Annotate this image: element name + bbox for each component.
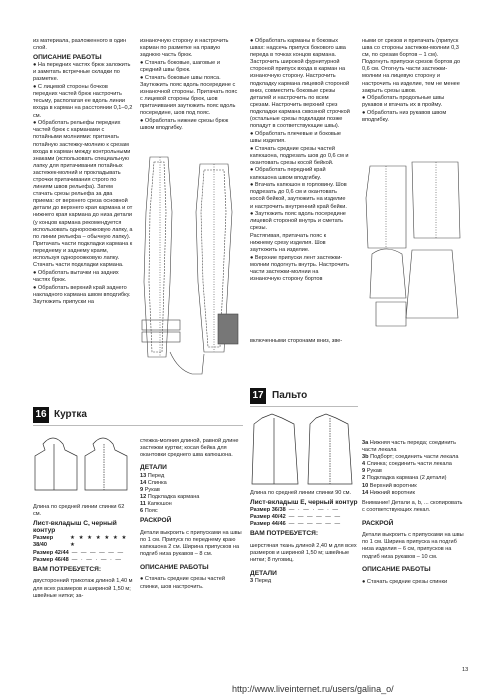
detail-item xyxy=(362,468,466,475)
work-text: ● Стачать средние срезы спинки xyxy=(362,578,448,585)
coat-sketch xyxy=(250,410,358,488)
details-heading: ДЕТАЛИ xyxy=(250,570,277,578)
cut-text: Детали выкроить с припусками на швы по 1 см. Ширина припуска на подгиб низа изделия – 6 см, припусков на подгиб низа рукавов – 10 см. xyxy=(362,532,464,560)
detail-number: 4 xyxy=(362,461,366,468)
paragraph: ● Обработать низ рукавов швом вподгибку. xyxy=(362,110,447,124)
detail-item xyxy=(140,473,244,480)
page-number: 13 xyxy=(462,667,469,673)
size-label: Размер 36/38 xyxy=(250,507,286,514)
size-line-style: — — — — — — xyxy=(288,514,342,521)
size-line-style: ★ ★ ★ ★ ★ ★ ★ ★ xyxy=(70,535,128,549)
detail-name: Подборт; соединить части лекала xyxy=(370,454,459,461)
detail-number: 3b xyxy=(362,454,369,461)
paragraph: ● Обработать вытачки на задних частях брюк. xyxy=(33,269,119,283)
detail-item xyxy=(362,483,466,490)
detail-name: Нижняя часть переда; соединить части лекала xyxy=(362,440,457,454)
trousers-pattern-diagram xyxy=(140,152,248,380)
detail-item xyxy=(140,508,244,515)
materials-text: шерстяная ткань длиной 2,40 м для всех размеров и шириной 1,50 м; швейные нитки; 8 пуговиц. xyxy=(250,543,357,564)
size-label: Размер 44/46 xyxy=(250,521,286,528)
detail-name: Рукав xyxy=(366,468,382,475)
size-line-style: — — — — — — xyxy=(71,549,125,556)
section-number-badge: 17 xyxy=(250,388,266,404)
detail-item xyxy=(140,487,244,494)
paragraph: ными от срезов и притачать (припуск шва со стороны застежки-молнии 0,3 см, по срезам бортов – 1 см). Подогнуть припуски срезов бортов до 0,6 см. Отогнуть части застежки-молнии на лицевую сторону и настрочить на изделие, тем не менее закрыть срезы швов. xyxy=(362,38,461,94)
text-column-4 xyxy=(362,38,466,125)
work-heading: ОПИСАНИЕ РАБОТЫ xyxy=(140,563,209,571)
detail-name: Спинка xyxy=(147,479,167,486)
section-17-right-text xyxy=(362,440,466,592)
section-number-badge: 16 xyxy=(33,407,49,423)
size-row xyxy=(250,521,358,528)
detail-number: 9 xyxy=(140,486,144,493)
paragraph: ● Верхние припуски лент застежки-молнии подогнуть внутрь. Настрочить части застежки-молнии на изнаночную сторону бортов xyxy=(250,254,350,283)
section-divider xyxy=(33,425,243,426)
materials-text: двусторонний трикотаж длиной 1,40 м для всех размеров и шириной 1,50 м; швейные нитки; за- xyxy=(33,578,133,599)
size-row xyxy=(250,514,358,521)
paragraph: ● Обработать рельефы передних частей брюк с карманами с потайными молниями: притачать потайную застежку-молнию к срезам входа в карман между контрольными знаками (использовать специальную лапку для притачивания потайных застежек-молний и прокладывать строчки притачивания строго по линиям швов рельефа). Затем стачать срезы рельефа за два приема: от верхнего среза основной детали до верхнего края кармана и от нижнего края кармана до низа детали (у концов кармана рекомендуется использовать однороожковую лапку, а по линии рельефа – обычную лапку). Притачать части подкладки кармана к переднему и заднему краям, используя однороожковую лапку. Стачать части подкладки кармана. xyxy=(33,120,133,269)
detail-name: Подкладка кармана xyxy=(147,493,200,500)
column-intro: из материала, разложенного в один слой. xyxy=(33,38,127,52)
size-row xyxy=(33,557,133,564)
detail-item xyxy=(362,454,466,461)
detail-number: 9 xyxy=(362,468,366,475)
detail-number: 11 xyxy=(140,500,146,507)
paragraph: ● Втачать капюшон в горловину. Шов подрезать до 0,6 см и окантовать косой бейкой, заутюжить на изделие и настрочить внутренний край бейки. xyxy=(250,182,347,210)
paragraph: ● Стачать боковые швы пояса. Заутюжить пояс вдоль посередине с изнаночной стороны. Притачать пояс с лицевой стороны брюк, шов притачивания заутюжить пояс вдоль посередине, шов под пояс. xyxy=(140,74,238,117)
detail-name: Верхний воротник xyxy=(369,482,417,489)
detail-number: 2 xyxy=(362,475,366,482)
jacket-pattern-diagram xyxy=(362,158,466,330)
detail-number: 3 xyxy=(250,578,254,585)
text-column-1 xyxy=(33,38,133,306)
materials-heading: ВАМ ПОТРЕБУЕТСЯ: xyxy=(33,565,102,573)
paragraph: ● Обработать нижние срезы брюк швом вподгибку. xyxy=(140,117,229,131)
section-16-right-text xyxy=(140,432,244,596)
paragraph: ● Обработать верхний край заднего накладного кармана швом вподгибку. Заутюжить припуски на xyxy=(33,284,131,305)
detail-item xyxy=(140,494,244,501)
detail-item xyxy=(140,501,244,508)
paragraph: ● С лицевой стороны бочков передних частей брюк настрочить тесьму, располагая ее вдоль линии входа в карман на расстоянии 0,1–0,2 см. xyxy=(33,84,133,119)
watermark-url: http://www.liveinternet.ru/users/galina_o/ xyxy=(232,684,394,694)
overflow-line: включенными сторонами вниз, зве- xyxy=(250,338,343,344)
size-label: Размер 40/42 xyxy=(250,514,286,521)
sheet-label: Лист-вкладыш Е, черный контур xyxy=(250,499,358,507)
detail-number: 6 xyxy=(140,508,144,515)
detail-number: 12 xyxy=(140,493,147,500)
length-note: Длина по средней линии спинки 62 см. xyxy=(33,504,125,518)
paragraph: ● Обработать карманы в боковых швах: надсечь припуск бокового шва переда в точках концов кармана. Застрочить широкой фурнитурной стороной припуск входа в карман на изнаночную сторону. Настрочить подкладку кармана лицевой стороной вниз, совместить боковые срезы деталей и настрочить по всем срезам. Настрочить верхний срез подкладки кармана сквозной строчкой (остальные срезы подкладки позже попадут в соответствующие швы). xyxy=(250,38,350,130)
paragraph: ● Стачать средние срезы частей капюшона, подрезать шов до 0,6 см и окантовать срезы косой бейкой. xyxy=(250,145,349,166)
section-16-left-text xyxy=(33,504,133,605)
detail-item xyxy=(362,440,466,454)
size-line-style: — — — — — — xyxy=(288,521,342,528)
paragraph: ● Обработать продольные швы рукавов и втачать их в пройму. xyxy=(362,95,445,109)
detail-item xyxy=(140,480,244,487)
section-17-left-text xyxy=(250,490,358,585)
cut-heading: РАСКРОЙ xyxy=(362,519,394,527)
detail-name: Пояс xyxy=(144,508,158,515)
detail-number: 3а xyxy=(362,440,369,446)
details-heading: ДЕТАЛИ xyxy=(140,464,167,472)
detail-item xyxy=(362,490,466,497)
detail-number: 14 xyxy=(362,489,369,496)
detail-name: Нижний воротник xyxy=(369,489,415,496)
paragraph: ● Стачать боковые, шаговые и средний швы брюк. xyxy=(140,59,220,73)
size-label: Размер 38/40 xyxy=(33,535,54,549)
materials-text-continued: стежка-молния длиной, равной длине застежки куртки; косая бейка для окантовки среднего шва капюшона. xyxy=(140,437,239,458)
detail-name: Капюшон xyxy=(147,500,172,507)
work-heading: ОПИСАНИЕ РАБОТЫ xyxy=(362,566,431,574)
section-title: Пальто xyxy=(272,390,308,401)
detail-name: Подкладка кармана (2 детали) xyxy=(366,475,447,482)
detail-name: Рукав xyxy=(144,486,160,493)
size-label: Размер 42/44 xyxy=(33,549,69,556)
size-line-style: — · — · — · — xyxy=(288,507,339,514)
size-line-style: — · — · — · — xyxy=(71,556,122,563)
paragraph: Растягивая, притачать пояс к нижнему срезу изделия. Шов заутюжить на изделие. xyxy=(250,233,327,254)
paragraph: ● На передних частях брюк заложить и заметать встречные складки по разметке. xyxy=(33,62,131,83)
cut-text: Детали выкроить с припусками на швы по 1 см. Припуск по переднему краю капюшона 2 см. Ширина припусков на подгиб низа рукавов – 8 см. xyxy=(140,529,242,558)
paragraph: ● Обработать передний край капюшона швом вподгибку. xyxy=(250,167,326,181)
length-note: Длина по средней линии спинки 90 см. xyxy=(250,490,352,496)
size-row xyxy=(250,507,358,514)
paragraph: ● Обработать плечевые и боковые швы изделия. xyxy=(250,130,342,144)
detail-item xyxy=(362,475,466,482)
work-heading: ОПИСАНИЕ РАБОТЫ xyxy=(33,54,102,62)
text-column-2 xyxy=(140,38,240,133)
text-column-3 xyxy=(250,38,350,284)
detail-name: Спинка; соединить части лекала xyxy=(366,461,452,468)
size-label: Размер 46/48 xyxy=(33,556,69,563)
materials-heading: ВАМ ПОТРЕБУЕТСЯ: xyxy=(250,530,319,538)
detail-name: Перед xyxy=(254,578,272,585)
paragraph: ● Заутюжить пояс вдоль посередине лицевой стороной внутрь и сметать срезы. xyxy=(250,211,346,232)
size-row xyxy=(33,535,133,549)
section-title: Куртка xyxy=(54,409,87,420)
detail-number: 10 xyxy=(362,482,369,489)
sheet-label: Лист-вкладыш С, черный контур xyxy=(33,520,117,535)
detail-name: Перед xyxy=(147,472,165,479)
cut-heading: РАСКРОЙ xyxy=(140,517,172,525)
attention-note: Внимание! Детали а, b, ... скопировать с соответствующих лекал. xyxy=(362,499,463,513)
section-divider xyxy=(250,406,358,407)
detail-number: 14 xyxy=(140,479,147,486)
work-text: ● Стачать средние срезы частей спинки, шов настрочить. xyxy=(140,576,226,590)
paragraph: изнаночную сторону и настрочить карман по разметке на правую заднюю часть брюк. xyxy=(140,38,229,59)
jacket-sketch xyxy=(33,430,135,500)
size-row xyxy=(33,550,133,557)
detail-item xyxy=(250,578,358,585)
detail-item xyxy=(362,461,466,468)
detail-number: 13 xyxy=(140,472,147,479)
